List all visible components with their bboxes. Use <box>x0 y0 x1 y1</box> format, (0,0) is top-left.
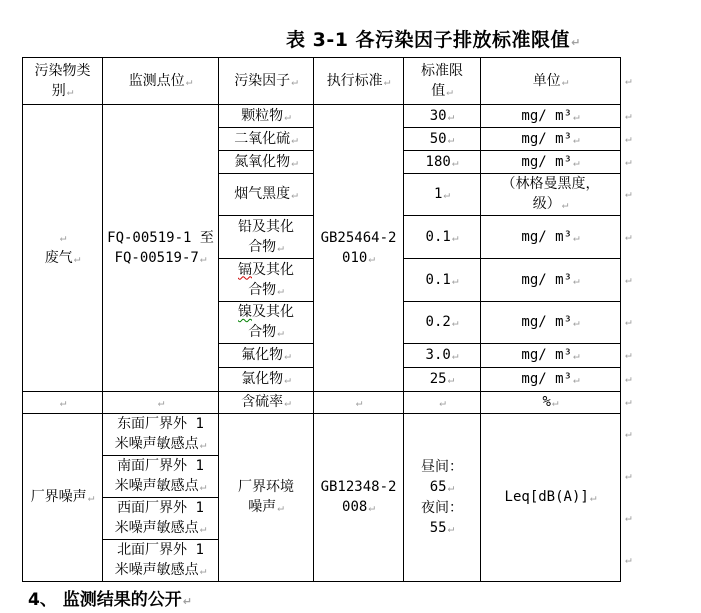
unit-cell <box>481 259 621 302</box>
row-end-mark: ↵ <box>625 372 632 385</box>
pilcrow-mark: ↵ <box>572 132 580 146</box>
cell-text: FQ-00519-7 <box>114 249 199 266</box>
pilcrow-mark: ↵ <box>447 373 455 386</box>
cell-text: 及其化 <box>252 304 294 320</box>
unit-cell <box>481 368 621 392</box>
pilcrow-mark: ↵ <box>199 438 207 451</box>
factor-cell-nox <box>219 151 314 174</box>
pilcrow-mark: ↵ <box>446 84 453 98</box>
cell-text: 昼间： <box>421 458 463 475</box>
limit-cell <box>404 302 481 344</box>
cell-text: mg/ m³ <box>521 314 572 330</box>
table-row-sulfur <box>23 392 621 414</box>
pilcrow-mark: ↵ <box>73 252 81 265</box>
pilcrow-mark: ↵ <box>199 522 207 535</box>
pilcrow-mark: ↵ <box>572 373 580 386</box>
pilcrow-mark: ↵ <box>277 240 284 254</box>
pilcrow-mark: ↵ <box>451 273 459 287</box>
limit-cell <box>404 368 481 392</box>
pilcrow-mark: ↵ <box>572 230 580 244</box>
factor-cell-particulates <box>219 105 314 128</box>
limit-cell <box>404 216 481 259</box>
factor-cell-nickel <box>219 302 314 344</box>
pilcrow-mark: ↵ <box>572 349 580 362</box>
row-end-mark: ↵ <box>625 427 632 440</box>
factor-cell-cadmium <box>219 259 314 302</box>
pilcrow-mark: ↵ <box>199 480 207 493</box>
noise-unit-cell <box>481 414 621 582</box>
table-row-noise <box>23 414 621 456</box>
cell-text: 3.0 <box>425 347 451 363</box>
cell-text: 0.2 <box>425 314 451 330</box>
cell-text: mg/ m³ <box>521 228 572 245</box>
row-end-mark: ↵ <box>625 511 632 524</box>
cell-text: 米噪声敏感点 <box>114 478 199 494</box>
gas-standard-cell <box>314 105 404 392</box>
cell-text: 米噪声敏感点 <box>114 562 199 578</box>
row-end-mark: ↵ <box>625 131 632 145</box>
cell-text: 厂界噪声 <box>30 489 87 505</box>
cell-text: 1 <box>433 186 443 202</box>
pilcrow-mark: ↵ <box>451 155 459 169</box>
pilcrow-mark: ↵ <box>368 251 375 265</box>
limit-cell <box>404 128 481 151</box>
cell-text: Leq[dB(A)] <box>504 489 589 505</box>
section-heading-text: 4、 监测结果的公开 <box>28 590 182 610</box>
pilcrow-mark: ↵ <box>451 316 459 329</box>
cell-text: 米噪声敏感点 <box>114 520 199 536</box>
header-text: 污染物类 <box>34 62 91 79</box>
cell-text: 厂界环境 <box>238 479 294 495</box>
cell-text: % <box>542 394 551 410</box>
point-cell-west <box>103 498 219 540</box>
pilcrow-mark: ↵ <box>572 109 580 123</box>
table-caption <box>286 25 581 52</box>
pilcrow-mark: ↵ <box>355 396 363 409</box>
pilcrow-mark: ↵ <box>199 564 207 577</box>
empty-cell <box>314 392 404 414</box>
pilcrow-mark: ↵ <box>59 396 67 409</box>
cell-text: mg/ m³ <box>521 107 572 124</box>
row-end-mark: ↵ <box>625 108 632 122</box>
row-end-mark: ↵ <box>625 187 632 200</box>
pilcrow-mark: ↵ <box>572 273 580 287</box>
cell-text: mg/ m³ <box>521 130 572 147</box>
cell-text: 及其化 <box>252 261 294 278</box>
pilcrow-mark: ↵ <box>291 132 298 146</box>
pilcrow-mark: ↵ <box>439 396 446 409</box>
pilcrow-mark: ↵ <box>277 283 284 297</box>
pilcrow-mark: ↵ <box>451 230 459 244</box>
header-text: 标准限 <box>421 62 463 79</box>
cell-text: 东面厂界外 1 <box>117 416 204 432</box>
noise-limit-cell <box>404 414 481 582</box>
noise-factor-cell <box>219 414 314 582</box>
cell-text: GB12348-2 <box>320 479 397 495</box>
cell-text: mg/ m³ <box>521 347 572 363</box>
section-heading <box>28 585 192 610</box>
empty-cell <box>103 392 219 414</box>
pilcrow-mark: ↵ <box>182 595 192 608</box>
header-text: 单位 <box>532 72 561 89</box>
cell-text: 25 <box>429 371 447 387</box>
pilcrow-mark: ↵ <box>447 480 455 494</box>
factor-cell-smoke-blackness <box>219 174 314 216</box>
pilcrow-mark: ↵ <box>277 326 284 339</box>
cell-text: mg/ m³ <box>521 371 572 387</box>
cell-text: 废气 <box>44 250 73 266</box>
pilcrow-mark: ↵ <box>561 74 569 88</box>
factor-cell-fluoride <box>219 344 314 368</box>
header-text: 污染因子 <box>234 72 291 89</box>
point-cell-north <box>103 540 219 582</box>
cell-text: 180 <box>425 153 451 170</box>
limit-cell <box>404 105 481 128</box>
limit-cell <box>404 344 481 368</box>
noise-category-cell <box>23 414 103 582</box>
pilcrow-mark: ↵ <box>291 188 298 201</box>
cell-text: 噪声 <box>248 499 277 515</box>
unit-cell <box>481 344 621 368</box>
emission-standards-table <box>22 57 621 582</box>
cell-text: 氮氧化物 <box>234 153 291 170</box>
cell-text: 合物 <box>248 238 277 255</box>
cell-text: 65 <box>429 478 447 495</box>
cell-text: 010 <box>342 249 368 266</box>
pilcrow-mark: ↵ <box>291 155 298 169</box>
cell-text: FQ-00519-1 至 <box>107 229 214 246</box>
row-end-mark: ↵ <box>625 348 632 361</box>
header-pollutant-category <box>23 58 103 105</box>
pilcrow-mark: ↵ <box>451 349 459 362</box>
header-unit <box>481 58 621 105</box>
cell-text: mg/ m³ <box>521 271 572 288</box>
limit-cell <box>404 151 481 174</box>
header-executive-standard <box>314 58 404 105</box>
cell-text: 烟气黑度 <box>234 186 291 202</box>
header-pollution-factor <box>219 58 314 105</box>
empty-cell <box>404 392 481 414</box>
pilcrow-mark: ↵ <box>284 109 291 123</box>
gas-monitoring-point-cell <box>103 105 219 392</box>
row-end-mark: ↵ <box>625 553 632 566</box>
table-row <box>23 105 621 128</box>
noise-standard-cell <box>314 414 404 582</box>
pilcrow-mark: ↵ <box>368 501 375 514</box>
pilcrow-mark: ↵ <box>447 521 455 535</box>
pilcrow-mark: ↵ <box>185 74 193 88</box>
header-text: 执行标准 <box>326 72 383 89</box>
empty-cell <box>23 392 103 414</box>
factor-cell-so2 <box>219 128 314 151</box>
unit-cell <box>481 392 621 414</box>
cell-text: 55 <box>429 519 447 536</box>
cell-text: 氟化物 <box>241 347 284 363</box>
pilcrow-mark: ↵ <box>589 491 597 504</box>
pilcrow-mark: ↵ <box>447 109 455 123</box>
pilcrow-mark: ↵ <box>66 84 74 98</box>
header-row <box>23 58 621 105</box>
factor-cell-chloride <box>219 368 314 392</box>
pilcrow-mark: ↵ <box>59 231 67 244</box>
row-end-mark: ↵ <box>625 229 632 243</box>
pilcrow-mark: ↵ <box>572 316 580 329</box>
pilcrow-mark: ↵ <box>443 188 451 201</box>
pilcrow-mark: ↵ <box>291 74 298 88</box>
cell-text: 二氧化硫 <box>234 130 291 147</box>
pilcrow-mark: ↵ <box>561 198 569 211</box>
cell-text: GB25464-2 <box>320 229 397 246</box>
header-standard-limit <box>404 58 481 105</box>
limit-cell <box>404 259 481 302</box>
pilcrow-mark: ↵ <box>447 132 455 146</box>
cell-text: 南面厂界外 1 <box>117 458 204 474</box>
misspelled-char: 镉 <box>238 261 252 278</box>
point-cell-south <box>103 456 219 498</box>
unit-cell <box>481 174 621 216</box>
pilcrow-mark: ↵ <box>284 396 291 409</box>
header-monitoring-point <box>103 58 219 105</box>
cell-text: 夜间： <box>421 499 463 516</box>
pilcrow-mark: ↵ <box>157 396 165 409</box>
row-end-mark: ↵ <box>625 315 632 328</box>
row-end-mark: ↵ <box>625 469 632 482</box>
cell-text: （林格曼黑度， <box>501 176 600 192</box>
header-text: 值 <box>431 82 446 99</box>
unit-cell <box>481 128 621 151</box>
limit-cell <box>404 174 481 216</box>
pilcrow-mark: ↵ <box>284 373 291 386</box>
row-end-mark: ↵ <box>625 154 632 168</box>
cell-text: 北面厂界外 1 <box>117 542 204 558</box>
cell-text: 米噪声敏感点 <box>114 436 199 452</box>
pilcrow-mark: ↵ <box>284 349 291 362</box>
cell-text: 合物 <box>248 324 277 340</box>
row-end-mark: ↵ <box>625 73 632 87</box>
cell-text: 0.1 <box>425 271 451 288</box>
pilcrow-mark: ↵ <box>572 155 580 169</box>
cell-text: 颗粒物 <box>241 107 284 124</box>
table-caption-text: 表 3-1 各污染因子排放标准限值 <box>286 29 571 51</box>
row-end-mark: ↵ <box>625 272 632 286</box>
cell-text: 级） <box>532 196 561 212</box>
row-end-mark: ↵ <box>625 395 632 408</box>
pilcrow-mark: ↵ <box>277 501 284 514</box>
cell-text: 008 <box>342 499 368 515</box>
pilcrow-mark: ↵ <box>383 74 391 88</box>
cell-text: 氯化物 <box>241 371 284 387</box>
unit-cell <box>481 302 621 344</box>
pilcrow-mark: ↵ <box>571 36 581 49</box>
cell-text: 西面厂界外 1 <box>117 500 204 516</box>
cell-text: 铅及其化 <box>238 218 294 235</box>
gas-category-cell <box>23 105 103 392</box>
header-text: 别 <box>51 82 66 99</box>
factor-cell-lead <box>219 216 314 259</box>
cell-text: 0.1 <box>425 228 451 245</box>
point-cell-east <box>103 414 219 456</box>
cell-text: 50 <box>429 130 447 147</box>
cell-text: 合物 <box>248 281 277 298</box>
factor-cell-sulfur-content <box>219 392 314 414</box>
cell-text: mg/ m³ <box>521 153 572 170</box>
cell-text: 30 <box>429 107 447 124</box>
header-text: 监测点位 <box>128 72 185 89</box>
pilcrow-mark: ↵ <box>87 491 95 504</box>
unit-cell <box>481 151 621 174</box>
pilcrow-mark: ↵ <box>199 251 207 265</box>
grammar-marked-char: 镍 <box>238 304 252 320</box>
unit-cell <box>481 105 621 128</box>
cell-text: 含硫率 <box>241 394 284 410</box>
pilcrow-mark: ↵ <box>551 396 559 409</box>
unit-cell <box>481 216 621 259</box>
